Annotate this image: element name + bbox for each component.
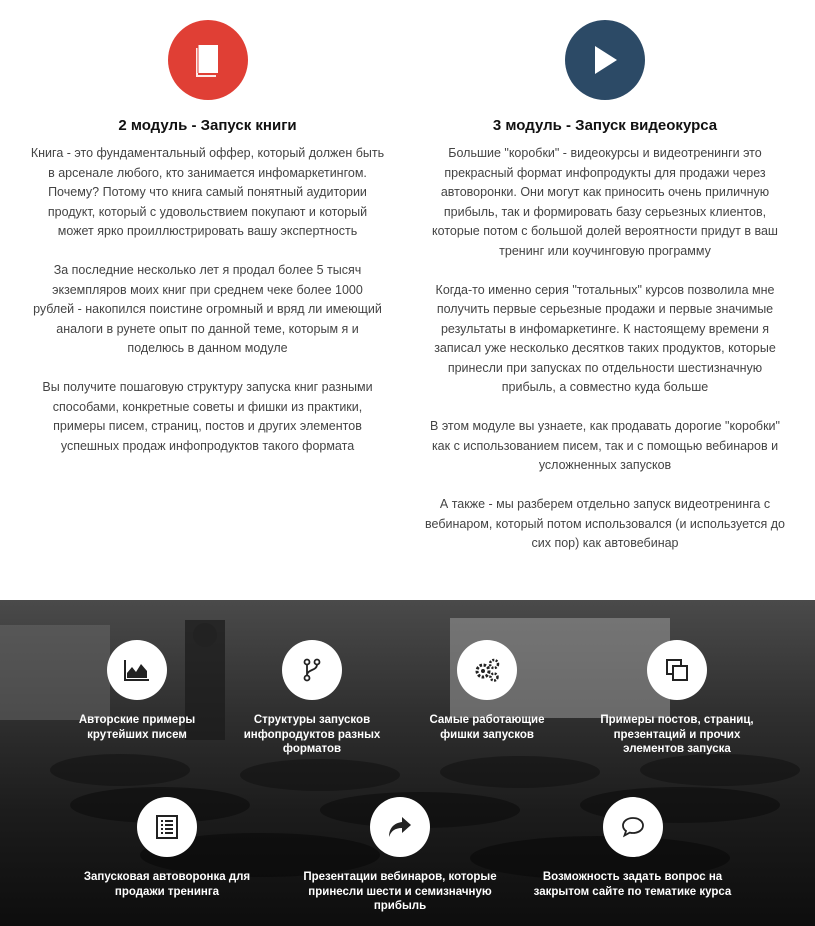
module-2-icon-circle	[168, 20, 248, 100]
feature-structures	[237, 640, 387, 757]
copy-icon	[665, 658, 689, 682]
book-icon	[193, 43, 223, 77]
feature-examples	[597, 640, 757, 757]
feature-icon-circle	[457, 640, 517, 700]
module-2-title: 2 модуль - Запуск книги	[118, 117, 297, 134]
feature-icon-circle	[647, 640, 707, 700]
module-2	[30, 0, 385, 476]
feature-question	[530, 797, 735, 899]
feature-icon-circle	[137, 797, 197, 857]
feature-label: Структуры запусков инфопродуктов разных форматов	[243, 714, 381, 755]
feature-icon-circle	[370, 797, 430, 857]
gears-icon	[473, 658, 501, 682]
feature-tricks	[412, 640, 562, 742]
module-3-paragraph: В этом модуле вы узнаете, как продавать дорогие "коробки" как с использованием писем, так и с помощью вебинаров и усложненных запусков	[430, 419, 780, 472]
module-3	[425, 0, 785, 573]
play-icon	[590, 44, 620, 76]
feature-label: Примеры постов, страниц, презентаций и прочих элементов запуска	[600, 714, 754, 755]
area-chart-icon	[124, 659, 150, 681]
feature-label: Презентации вебинаров, которые принесли шести и семизначную прибыль	[303, 871, 497, 912]
module-3-paragraph: А также - мы разберем отдельно запуск видеотренинга с вебинаром, который потом использовался (и используется до сих пор) как автовебинар	[425, 497, 785, 550]
module-3-text	[425, 144, 785, 554]
feature-label: Авторские примеры крутейших писем	[78, 714, 196, 741]
feature-funnel	[77, 797, 257, 899]
features-section	[0, 600, 815, 926]
module-3-icon-circle	[565, 20, 645, 100]
list-icon	[156, 815, 178, 839]
feature-webinars	[300, 797, 500, 914]
feature-label: Запусковая автоворонка для продажи тренинга	[83, 871, 251, 898]
share-arrow-icon	[388, 816, 412, 838]
module-2-text	[30, 144, 385, 456]
feature-letters	[62, 640, 212, 742]
module-2-paragraph: Вы получите пошаговую структуру запуска книг разными способами, конкретные советы и фишки из практики, примеры писем, страниц, постов и других элементов успешных продаж инфопродуктов такого формата	[42, 380, 373, 453]
module-3-title: 3 модуль - Запуск видеокурса	[492, 117, 718, 134]
feature-label: Самые работающие фишки запусков	[429, 714, 545, 741]
feature-label: Возможность задать вопрос на закрытом сайте по тематике курса	[533, 871, 732, 898]
comment-icon	[621, 816, 645, 838]
feature-icon-circle	[282, 640, 342, 700]
module-3-paragraph: Когда-то именно серия "тотальных" курсов позволила мне получить первые серьезные продажи и первые значимые результаты в инфомаркетинге. К настоящему времени я записал уже несколько десятков таких продуктов, которые принесли при запусках по отдельности шестизначную прибыль, а совместно куда больше	[434, 282, 776, 394]
feature-icon-circle	[603, 797, 663, 857]
feature-icon-circle	[107, 640, 167, 700]
module-3-paragraph: Большие "коробки" - видеокурсы и видеотренинги это прекрасный формат инфопродукты для продажи через автоворонки. Они могут как приносить очень приличную прибыль, так и формировать базу серьезных клиентов, которые потом с большой долей вероятности придут в ваш тренинг или коучинговую программу	[432, 146, 778, 258]
branch-icon	[302, 658, 322, 682]
module-2-paragraph: Книга - это фундаментальный оффер, который должен быть в арсенале любого, кто занимается инфомаркетингом. Почему? Потому что книга самый понятный аудитории продукт, который с удовольствием покупают и который может ярко проиллюстрировать вашу экспертность	[30, 146, 385, 238]
module-2-paragraph: За последние несколько лет я продал более 5 тысяч экземпляров моих книг при среднем чеке более 1000 рублей - накопился поистине огромный и вряд ли имеющий аналоги в рунете опыт по данной теме, которым я и поделюсь в данном модуле	[33, 263, 382, 355]
